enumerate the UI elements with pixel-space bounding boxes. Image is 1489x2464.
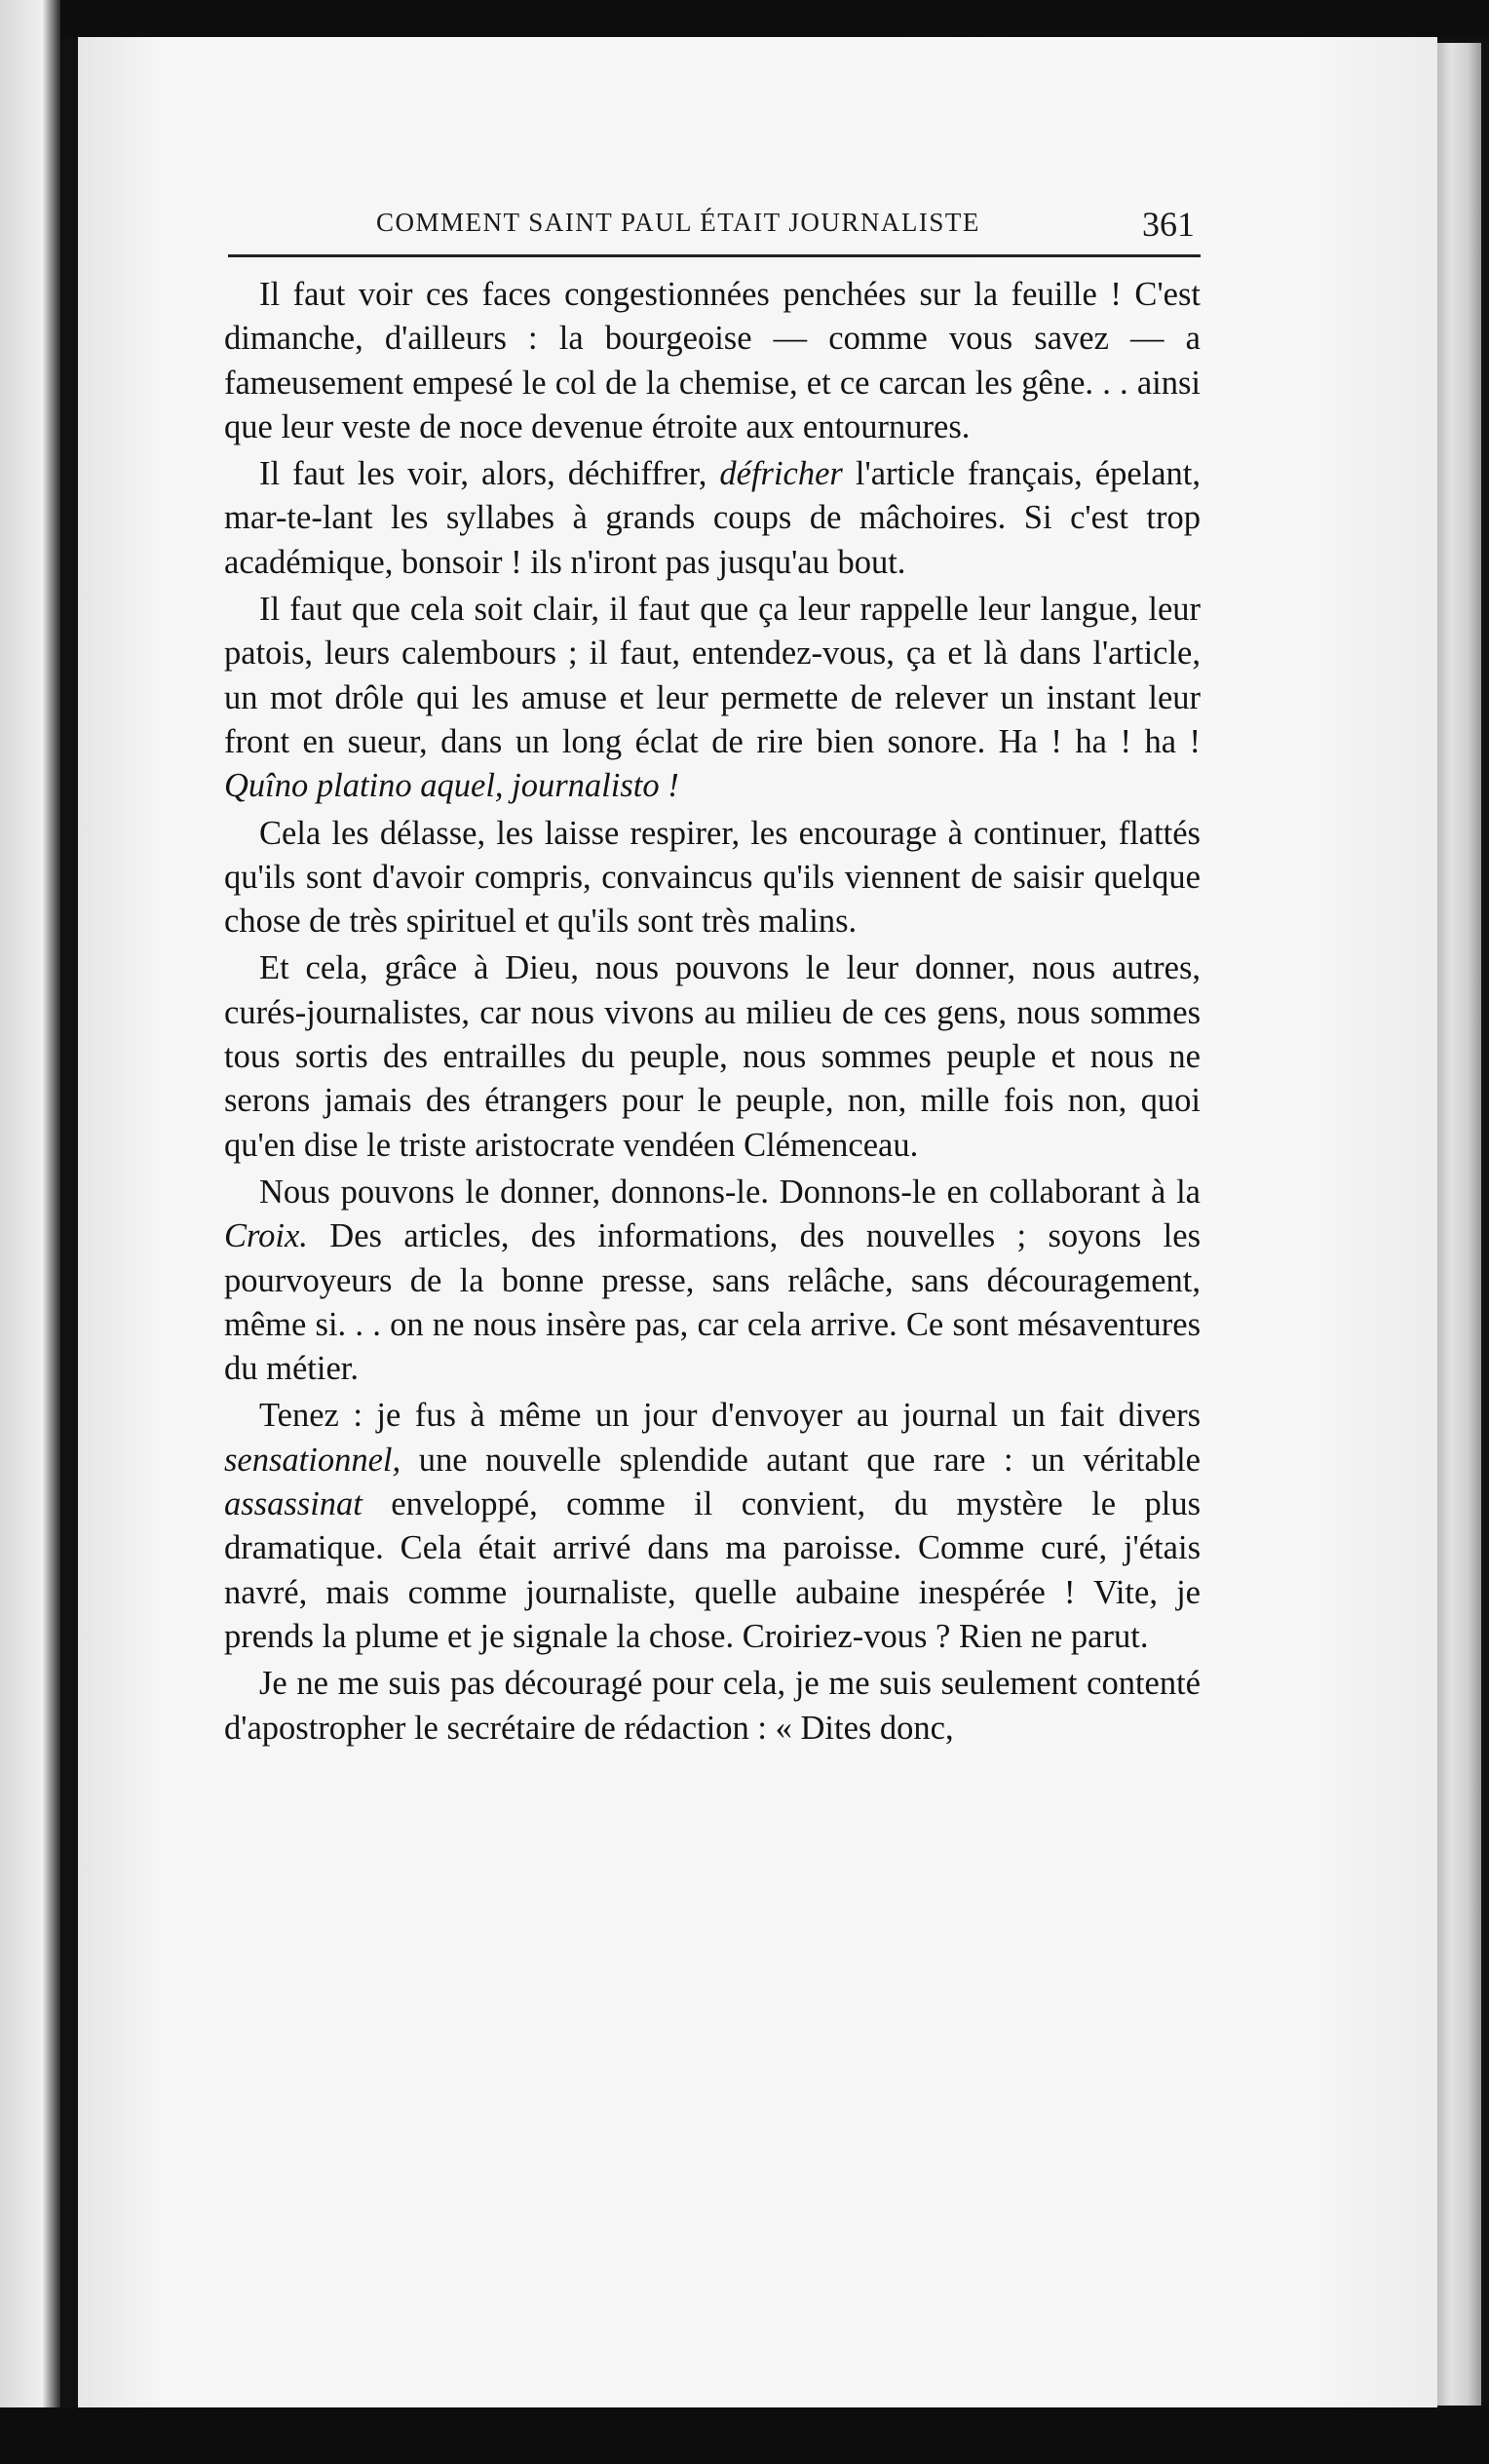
paragraph [224,452,1201,585]
paragraph [224,946,1201,1167]
scan-top-border [0,0,1489,39]
text-run: Tenez : je fus à même un jour d'envoyer au journal un fait divers [259,1397,1201,1435]
text-run: Des articles, des informations, des nouvelles ; soyons les pourvoyeurs de la bonne presse, sans relâche, sans découragement, même si. . . on ne nous insère pas, car cela arrive. Ce sont mésaventures du métier. [224,1217,1201,1388]
text-run: Il faut les voir, alors, déchiffrer, [259,455,720,493]
text-run: l'article français, épelant, mar-te-lant les syllabes à grands coups de mâchoires. Si c'est trop académique, bonsoir ! ils n'iront pas jusqu'au bout. [224,455,1201,581]
italic-run: Croix. [224,1217,308,1255]
running-head [230,204,1204,252]
text-run: Il faut que cela soit clair, il faut que ça leur rappelle leur langue, leur patois, leurs calembours ; il faut, entendez-vous, ça et là dans l'article, un mot drôle qui les amuse et leur permette de relever un instant leur front en sueur, dans un long éclat de rire bien sonore. Ha ! ha ! ha ! [224,591,1201,760]
paragraph [224,812,1201,944]
running-title: COMMENT SAINT PAUL ÉTAIT JOURNALISTE [376,208,980,237]
text-run: enveloppé, comme il convient, du mystère le plus dramatique. Cela était arrivé dans ma paroisse. Comme curé, j'étais navré, mais comme journaliste, quelle aubaine inespérée ! Vite, je prends la plume et je signale la chose. Croiriez-vous ? Rien ne parut. [224,1485,1201,1655]
italic-run: défricher [719,455,843,493]
text-run: Cela les délasse, les laisse respirer, les encourage à continuer, flattés qu'ils sont d'avoir compris, convaincus qu'ils viennent de saisir quelque chose de très spirituel et qu'ils sont très malins. [224,814,1201,941]
body-text [224,273,1201,1751]
page-stack-edge [1437,43,1481,2406]
page-number: 361 [1142,205,1195,244]
paragraph [224,273,1201,449]
italic-run: sensationnel, [224,1441,401,1479]
text-run: Je ne me suis pas découragé pour cela, je me suis seulement contenté d'apostropher le secrétaire de rédaction : « Dites donc, [224,1665,1201,1747]
header-rule [228,254,1201,257]
facing-page-edge [0,0,60,2464]
text-run: Et cela, grâce à Dieu, nous pouvons le leur donner, nous autres, curés-journalistes, car nous vivons au milieu de ces gens, nous sommes tous sortis des entrailles du peuple, nous sommes peuple et nous ne serons jamais des étrangers pour le peuple, non, mille fois non, quoi qu'en dise le triste aristocrate vendéen Clémenceau. [224,949,1201,1164]
paragraph [224,1394,1201,1659]
scan-bottom-border [0,2407,1489,2464]
paragraph [224,1171,1201,1391]
italic-run: Quîno platino aquel, journalisto ! [224,767,679,805]
paragraph [224,1662,1201,1751]
text-run: Il faut voir ces faces congestionnées penchées sur la feuille ! C'est dimanche, d'ailleurs : la bourgeoise — comme vous savez — a fameusement empesé le col de la chemise, et ce carcan les gêne. . . ainsi que leur veste de noce devenue étroite aux entournures. [224,276,1201,445]
italic-run: assassinat [224,1485,363,1523]
text-run: Nous pouvons le donner, donnons-le. Donnons-le en collaborant à la [259,1173,1201,1211]
paragraph [224,588,1201,808]
text-run: une nouvelle splendide autant que rare : un véritable [401,1441,1201,1479]
